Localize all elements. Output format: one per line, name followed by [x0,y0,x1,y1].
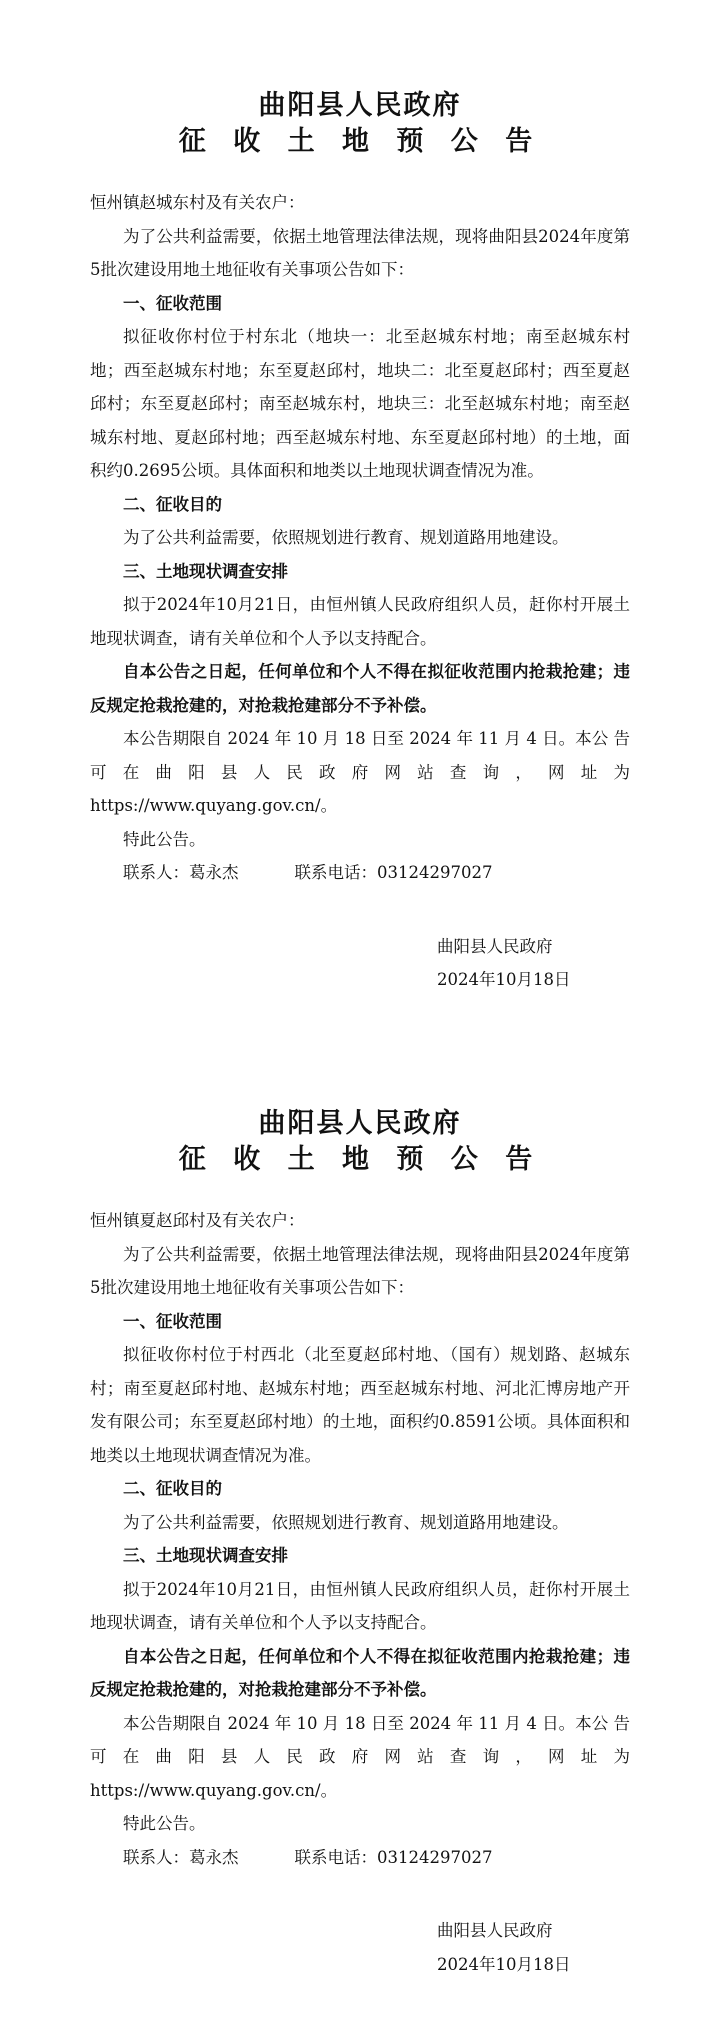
closing-text: 特此公告。 [123,829,206,849]
contact-line [90,856,630,890]
contact-phone: 联系电话：03124297027 [294,863,493,882]
notice-subtitle: 征 收 土 地 预 公 告 [178,1144,542,1175]
addressee: 恒州镇夏赵邱村及有关农户： [90,1211,305,1230]
section-text-survey: 拟于2024年10月21日，由恒州镇人民政府组织人员，赶你村开展土地现状调查，请有关单位和个人予以支持配合。 [90,1579,630,1632]
notice-title: 曲阳县人民政府 [258,1108,462,1139]
section-heading-scope: 一、征收范围 [123,1311,222,1331]
warning-paragraph: 自本公告之日起，任何单位和个人不得在拟征收范围内抢栽抢建；违反规定抢栽抢建的，对抢栽抢建部分不予补偿。 [90,1646,630,1699]
addressee: 恒州镇赵城东村及有关农户： [90,193,305,212]
section-text-scope: 拟征收你村位于村西北（北至夏赵邱村地、（国有）规划路、赵城东村；南至夏赵邱村地、赵城东村地；西至赵城东村地、河北汇博房地产开发有限公司；东至夏赵邱村地）的土地，面积约0.8591公顷。具体面积和地类以土地现状调查情况为准。 [90,1345,630,1465]
section-text-purpose: 为了公共利益需要，依照规划进行教育、规划道路用地建设。 [123,528,569,547]
notice-xiazhaoqiu [0,1106,720,1981]
issue-date: 2024年10月18日 [437,1954,571,1974]
notice-title: 曲阳县人民政府 [258,90,462,121]
section-text-scope: 拟征收你村位于村东北（地块一：北至赵城东村地；南至赵城东村地；西至赵城东村地；东至夏赵邱村，地块二：北至夏赵邱村；西至夏赵邱村；东至夏赵邱村；南至赵城东村，地块三：北至赵城东村地；南至赵城东村地、夏赵邱村地；西至赵城东村地、东至夏赵邱村地）的土地，面积约0.2695公顷。具体面积和地类以土地现状调查情况为准。 [90,327,630,480]
section-heading-purpose: 二、征收目的 [123,494,222,514]
intro-paragraph: 为了公共利益需要，依据土地管理法律法规，现将曲阳县2024年度第5批次建设用地土地征收有关事项公告如下： [90,1244,630,1297]
period-paragraph: 本公告期限自 2024 年 10 月 18 日至 2024 年 11 月 4 日。本公 告 可 在 曲 阳 县 人 民 政 府 网 站 查 询 ， 网 址 为 https://www.quyang.gov.cn/。 [90,1713,630,1800]
contact-line [90,1841,630,1875]
signature-block [90,1914,630,1981]
issuer-name: 曲阳县人民政府 [437,1921,553,1940]
notice-zhaochengdong [0,88,720,997]
closing-text: 特此公告。 [123,1814,206,1833]
contact-person: 联系人：葛永杰 [123,1847,239,1867]
contact-phone: 联系电话：03124297027 [294,1847,493,1867]
intro-paragraph: 为了公共利益需要，依据土地管理法律法规，现将曲阳县2024年度第5批次建设用地土地征收有关事项公告如下： [90,226,630,279]
section-heading-survey: 三、土地现状调查安排 [123,1546,288,1565]
period-paragraph: 本公告期限自 2024 年 10 月 18 日至 2024 年 11 月 4 日。本公 告 可 在 曲 阳 县 人 民 政 府 网 站 查 询 ， 网 址 为 https://www.quyang.gov.cn/。 [90,729,630,815]
issue-date: 2024年10月18日 [437,970,571,989]
section-heading-scope: 一、征收范围 [123,293,222,313]
warning-paragraph: 自本公告之日起，任何单位和个人不得在拟征收范围内抢栽抢建；违反规定抢栽抢建的，对抢栽抢建部分不予补偿。 [90,662,630,715]
section-text-survey: 拟于2024年10月21日，由恒州镇人民政府组织人员，赶你村开展土地现状调查，请有关单位和个人予以支持配合。 [90,595,630,648]
section-heading-survey: 三、土地现状调查安排 [123,561,288,581]
section-text-purpose: 为了公共利益需要，依照规划进行教育、规划道路用地建设。 [123,1512,569,1532]
contact-person: 联系人：葛永杰 [123,863,239,882]
notice-subtitle: 征 收 土 地 预 公 告 [178,126,542,157]
signature-block [90,930,630,997]
issuer-name: 曲阳县人民政府 [437,936,553,956]
section-heading-purpose: 二、征收目的 [123,1479,222,1498]
